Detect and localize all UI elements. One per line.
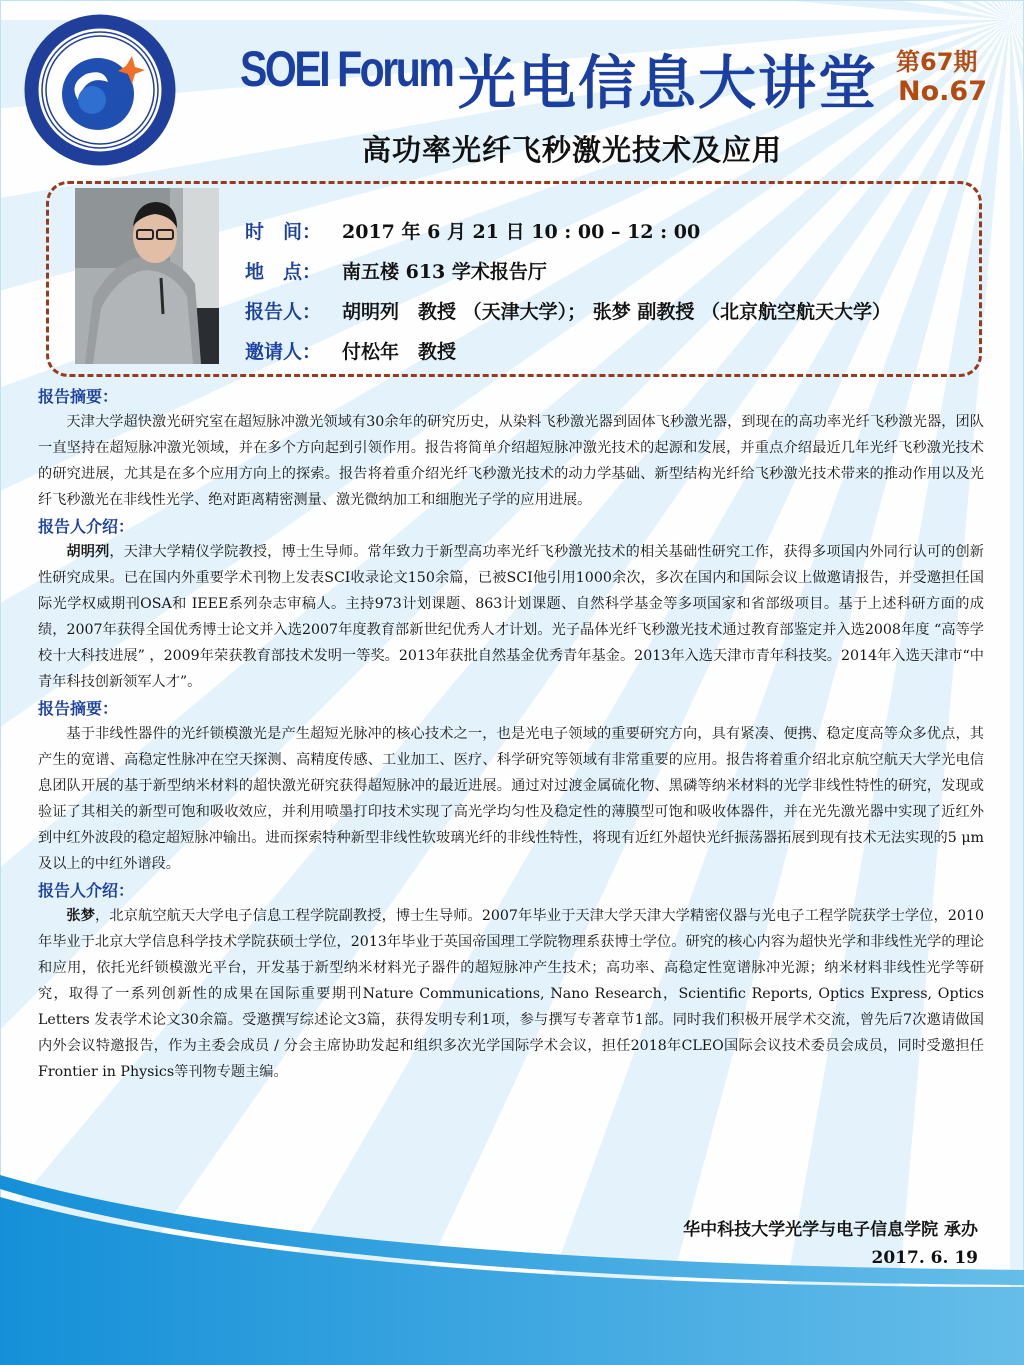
poster-date: 2017. 6. 19 xyxy=(871,1248,978,1268)
speaker-value: 胡明列 教授 （天津大学）； 张梦 副教授 （北京航空航天大学） xyxy=(342,300,891,323)
abstract-section-2 xyxy=(38,697,984,877)
forum-title-cn: 光电信息大讲堂 xyxy=(458,49,879,117)
issue-number-en: No.67 xyxy=(898,76,987,107)
event-details xyxy=(245,210,891,370)
section-lead: 胡明列 xyxy=(66,544,110,560)
section-text: ，北京航空航天大学电子信息工程学院副教授，博士生导师。2007年毕业于天津大学天津大学精密仪器与光电子工程学院获学士学位，2010年毕业于北京大学信息科学技术学院获硕士学位，2013年毕业于英国帝国理工学院物理系获博士学位。研究的核心内容为超快光学和非线性光学的理论和应用，依托光纤锁模激光平台，开发基于新型纳米材料光子器件的超短脉冲产生技术；高功率、高稳定性宽谱脉冲光源；纳米材料非线性光学等研究，取得了一系列创新性的成果在国际重要期刊Nature Communications, Nano Research，Scientific Reports, Optics Express, Optics Letters 发表学术论文30余篇。受邀撰写综述论文3篇，获得发明专利1项，参与撰写专著章节1部。同时我们积极开展学术交流，曾先后7次邀请做国内外会议特邀报告，作为主委会成员 / 分会主席协助发起和组织多次光学国际学术会议，担任2018年CLEO国际会议技术委员会成员，同时受邀担任Frontier in Physics等刊物专题主编。 xyxy=(38,908,984,1080)
section-lead: 张梦 xyxy=(66,908,96,924)
poster-content xyxy=(38,385,984,1087)
section-heading: 报告人介绍： xyxy=(38,517,135,536)
place-row xyxy=(245,250,891,290)
time-row xyxy=(245,210,891,250)
speaker-bio-section-1 xyxy=(38,515,984,695)
speaker-row xyxy=(245,290,891,330)
talk-title: 高功率光纤飞秒激光技术及应用 xyxy=(361,133,782,167)
section-heading: 报告人介绍： xyxy=(38,881,135,900)
section-body xyxy=(38,409,984,513)
time-value: 2017 年 6 月 21 日 10 : 00 – 12 : 00 xyxy=(342,220,701,243)
inviter-row xyxy=(245,330,891,370)
abstract-section-1 xyxy=(38,385,984,513)
forum-title-en: SOEI Forum xyxy=(240,41,453,97)
section-body xyxy=(38,903,984,1085)
section-body xyxy=(38,539,984,695)
inviter-value: 付松年 教授 xyxy=(342,340,457,363)
time-label: 时 间： xyxy=(245,220,322,243)
section-text: 天津大学超快激光研究室在超短脉冲激光领域有30余年的研究历史，从染料飞秒激光器到固体飞秒激光器，到现在的高功率光纤飞秒激光器，团队一直坚持在超短脉冲激光领域，并在多个方向起到引领作用。报告将简单介绍超短脉冲激光技术的起源和发展，并重点介绍最近几年光纤飞秒激光技术的研究进展，尤其是在多个应用方向上的探索。报告将着重介绍光纤飞秒激光技术的动力学基础、新型结构光纤给飞秒激光技术带来的推动作用以及光纤飞秒激光在非线性光学、绝对距离精密测量、激光微纳加工和细胞光子学的应用进展。 xyxy=(38,414,984,508)
section-heading: 报告摘要： xyxy=(38,699,119,718)
place-value: 南五楼 613 学术报告厅 xyxy=(342,260,547,283)
bottom-wave-decoration xyxy=(0,1175,1024,1365)
section-heading: 报告摘要： xyxy=(38,387,119,406)
person-photo-icon xyxy=(75,188,219,364)
section-text: 基于非线性器件的光纤锁模激光是产生超短光脉冲的核心技术之一，也是光电子领域的重要研究方向，具有紧凑、便携、稳定度高等众多优点，其产生的宽谱、高稳定性脉冲在空天探测、高精度传感、工业加工、医疗、科学研究等领域有非常重要的应用。报告将着重介绍北京航空航天大学光电信息团队开展的基于新型纳米材料的超快激光研究获得超短脉冲的最近进展。通过对过渡金属硫化物、黑磷等纳米材料的光学非线性特性的研究，发现或验证了其相关的新型可饱和吸收效应，并利用喷墨打印技术实现了高光学均匀性及稳定性的薄膜型可饱和吸收体器件，并在光先激光器中实现了近红外到中红外波段的稳定超短脉冲输出。进而探索特种新型非线性软玻璃光纤的非线性特性，将现有近红外超快光纤振荡器拓展到现有技术无法实现的5 μm及以上的中红外谱段。 xyxy=(38,726,984,872)
organizer-text: 华中科技大学光学与电子信息学院 承办 xyxy=(683,1220,978,1240)
inviter-label: 邀请人： xyxy=(245,340,322,363)
speaker-photo xyxy=(75,188,219,364)
issue-number-cn: 第67期 xyxy=(896,48,978,76)
section-text: ，天津大学精仪学院教授，博士生导师。常年致力于新型高功率光纤飞秒激光技术的相关基础性研究工作，获得多项国内外同行认可的创新性研究成果。已在国内外重要学术刊物上发表SCI收录论文150余篇，已被SCI他引用1000余次，多次在国内和国际会议上做邀请报告，并受邀担任国际光学权威期刊OSA和 IEEE系列杂志审稿人。主持973计划课题、863计划课题、自然科学基金等多项国家和省部级项目。基于上述科研方面的成绩，2007年获得全国优秀博士论文并入选2007年度教育部新世纪优秀人才计划。光子晶体光纤飞秒激光技术通过教育部鉴定并入选2008年度 “高等学校十大科技进展” ，2009年荣获教育部技术发明一等奖。2013年获批自然基金优秀青年基金。2013年入选天津市青年科技奖。2014年入选天津市“中青年科技创新领军人才”。 xyxy=(38,544,984,690)
speaker-label: 报告人： xyxy=(245,300,322,323)
section-body xyxy=(38,721,984,877)
place-label: 地 点： xyxy=(245,260,322,283)
speaker-bio-section-2 xyxy=(38,879,984,1085)
